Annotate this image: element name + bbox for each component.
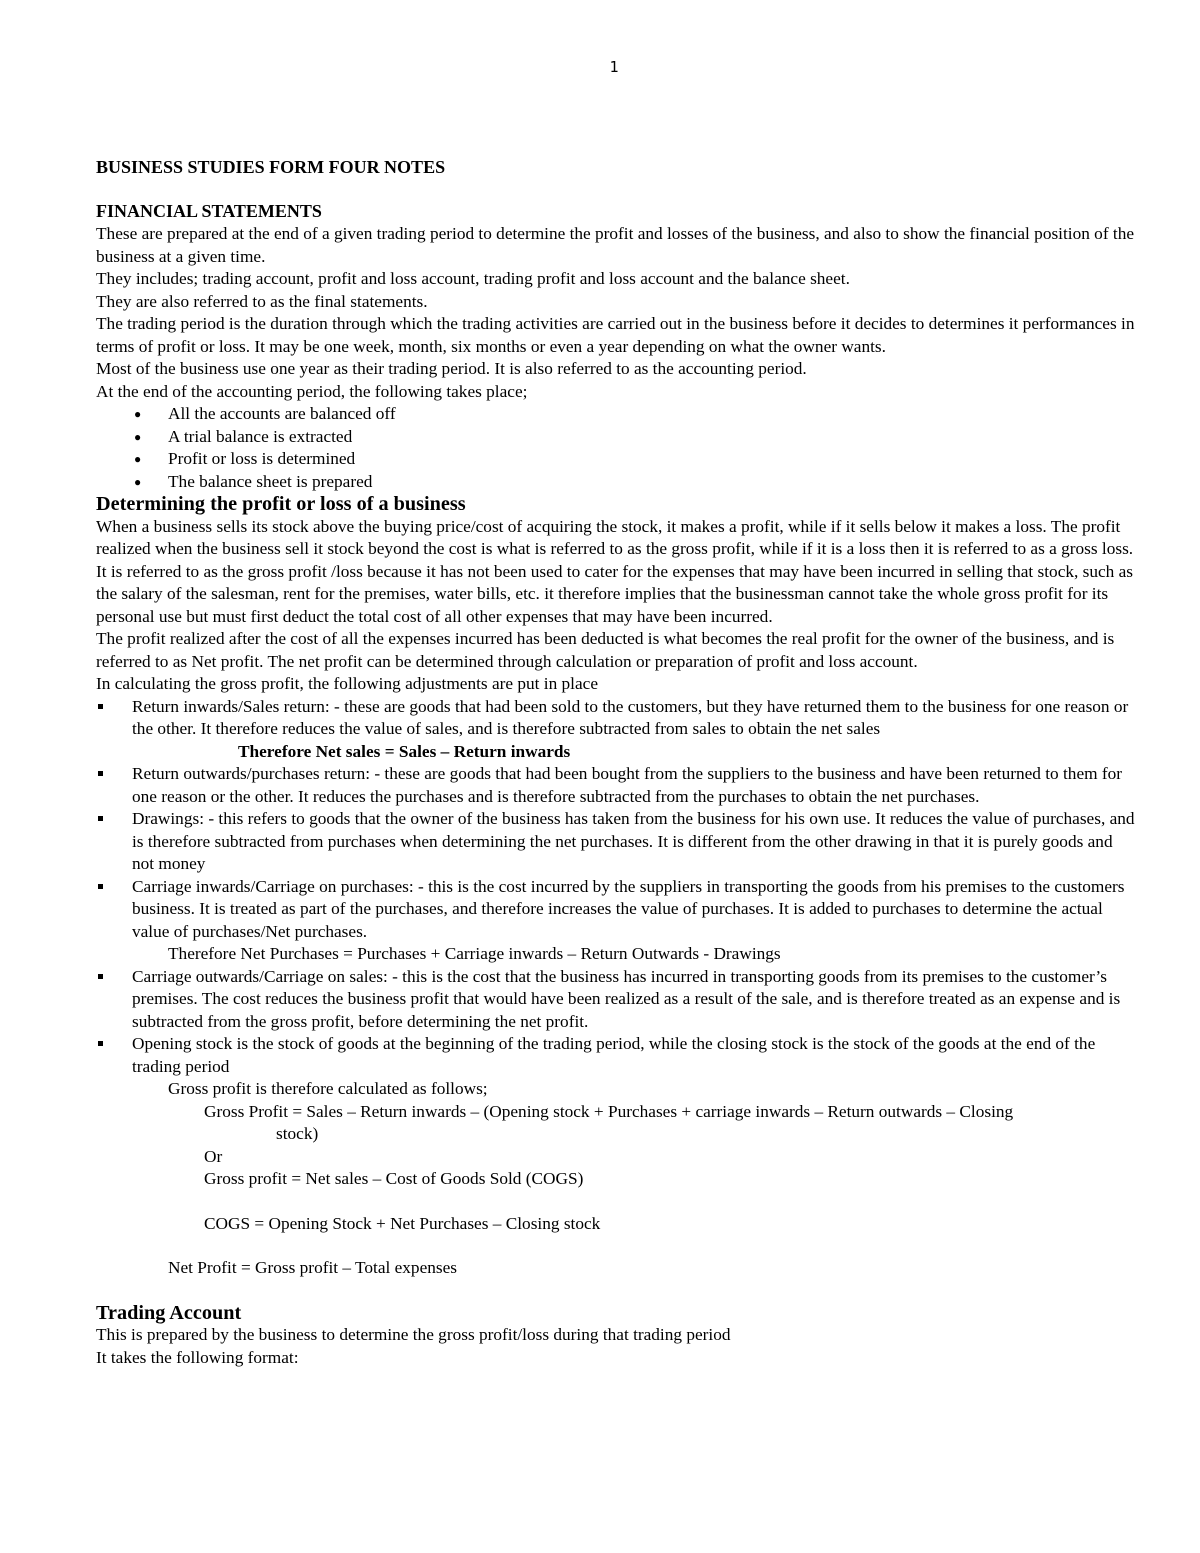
gross-profit-formula-continued: stock) [276, 1124, 319, 1143]
spacer [96, 179, 1136, 199]
document-body [96, 155, 1136, 1369]
spacer [204, 1191, 1136, 1213]
gross-profit-formula: Gross Profit = Sales – Return inwards – (Opening stock + Purchases + carriage inwards – Return outwards – Closing [204, 1101, 1014, 1121]
financial-statements-heading: FINANCIAL STATEMENTS [96, 201, 322, 221]
paragraph: In calculating the gross profit, the following adjustments are put in place [96, 674, 598, 693]
financial-statements-section [96, 199, 1136, 493]
list-item-stock: Opening stock is the stock of goods at the beginning of the trading period, while the closing stock is the stock of the goods at the end of the trading period [96, 1033, 1136, 1078]
list-item-carriage-inwards [96, 876, 1136, 966]
or-text: Or [204, 1146, 223, 1166]
determining-profit-section [96, 493, 1136, 1280]
spacer [96, 1280, 1136, 1302]
paragraph: These are prepared at the end of a given trading period to determine the profit and losses of the business, and also to show the financial position of the business at a given time. [96, 224, 1135, 266]
paragraph: The profit realized after the cost of all the expenses incurred has been deducted is what becomes the real profit for the owner of the business, and is referred to as Net profit. The net profit can be determined through calculation or preparation of profit and loss account. [96, 629, 1115, 671]
paragraph: This is prepared by the business to determine the gross profit/loss during that trading period [96, 1325, 731, 1344]
list-item-return-inwards [96, 696, 1136, 764]
trading-account-heading: Trading Account [96, 1301, 242, 1324]
paragraph: At the end of the accounting period, the following takes place; [96, 381, 528, 401]
list-item-carriage-outwards: Carriage outwards/Carriage on sales: - this is the cost that the business has incurred in transporting goods from its premises to the customer’s premises. The cost reduces the business profit that would have been realized as a result of the sale, and is therefore treated as an expense and is subtracted from the gross profit, before determining the net profit. [96, 966, 1136, 1034]
list-item: ● Profit or loss is determined [134, 448, 1136, 471]
calc-intro: Gross profit is therefore calculated as follows; [168, 1079, 488, 1098]
paragraph: It takes the following format: [96, 1347, 299, 1367]
list-item-return-outwards: Return outwards/purchases return: - these are goods that had been bought from the suppliers to the business and have been returned to them for one reason or the other. It reduces the purchases and is therefore subtracted from the purchases to obtain the net purchases. [96, 763, 1136, 808]
adjustments-list [96, 696, 1136, 1079]
spacer [168, 1235, 1136, 1257]
gross-profit-calculation [96, 1078, 1136, 1280]
trading-account-section [96, 1302, 1136, 1370]
paragraph: The trading period is the duration through which the trading activities are carried out in the business before it decides to determines it performances in terms of profit or loss. It may be one week, month, six months or even a year depending on what the owner wants. [96, 314, 1135, 356]
net-purchases-formula: Therefore Net Purchases = Purchases + Carriage inwards – Return Outwards - Drawings [168, 944, 781, 963]
paragraph: They includes; trading account, profit and loss account, trading profit and loss account and the balance sheet. [96, 269, 850, 288]
net-profit-formula: Net Profit = Gross profit – Total expenses [168, 1258, 457, 1277]
cogs-formula: COGS = Opening Stock + Net Purchases – Closing stock [204, 1213, 601, 1233]
paragraph: They are also referred to as the final statements. [96, 291, 428, 311]
list-item: ● All the accounts are balanced off [134, 403, 1136, 426]
calc-formulas [168, 1101, 1136, 1236]
list-item: ● The balance sheet is prepared [134, 471, 1136, 494]
accounting-period-list [96, 403, 1136, 493]
paragraph: It is referred to as the gross profit /loss because it has not been used to cater for the expenses that may have been incurred in selling that stock, such as the salary of the salesman, rent for the premises, water bills, etc. it therefore implies that the businessman cannot take the whole gross profit for its personal use but must first deduct the total cost of all other expenses that may have been incurred. [96, 561, 1134, 626]
paragraph: Most of the business use one year as their trading period. It is also referred to as the accounting period. [96, 359, 807, 378]
determining-profit-heading: Determining the profit or loss of a business [96, 493, 466, 515]
item-text: Carriage inwards/Carriage on purchases: - this is the cost incurred by the suppliers in transporting the goods from his premises to the customers business. It is treated as part of the purchases, and therefore increases the value of purchases. It is added to purchases to determine the actual value of purchases/Net purchases. [132, 876, 1125, 941]
page-number: 1 [609, 58, 619, 76]
item-text: Return inwards/Sales return: - these are goods that had been sold to the customers, but they have returned them to the business for one reason or the other. It therefore reduces the value of sales, and is therefore subtracted from sales to obtain the net sales [132, 696, 1129, 738]
document-title: BUSINESS STUDIES FORM FOUR NOTES [96, 157, 446, 177]
list-item-drawings: Drawings: - this refers to goods that the owner of the business has taken from the business for his own use. It reduces the value of purchases, and is therefore subtracted from purchases when determining the net purchases. It is different from the other drawing in that it is purely goods and not money [96, 808, 1136, 876]
list-item: ● A trial balance is extracted [134, 426, 1136, 449]
paragraph: When a business sells its stock above the buying price/cost of acquiring the stock, it makes a profit, while if it sells below it makes a loss. The profit realized when the business sell it stock beyond the cost is what is referred to as the gross profit, while if it is a loss then it is referred to as a gross loss. [96, 516, 1134, 558]
gross-profit-alt-formula: Gross profit = Net sales – Cost of Goods Sold (COGS) [204, 1169, 584, 1188]
net-sales-formula: Therefore Net sales = Sales – Return inwards [238, 741, 571, 761]
